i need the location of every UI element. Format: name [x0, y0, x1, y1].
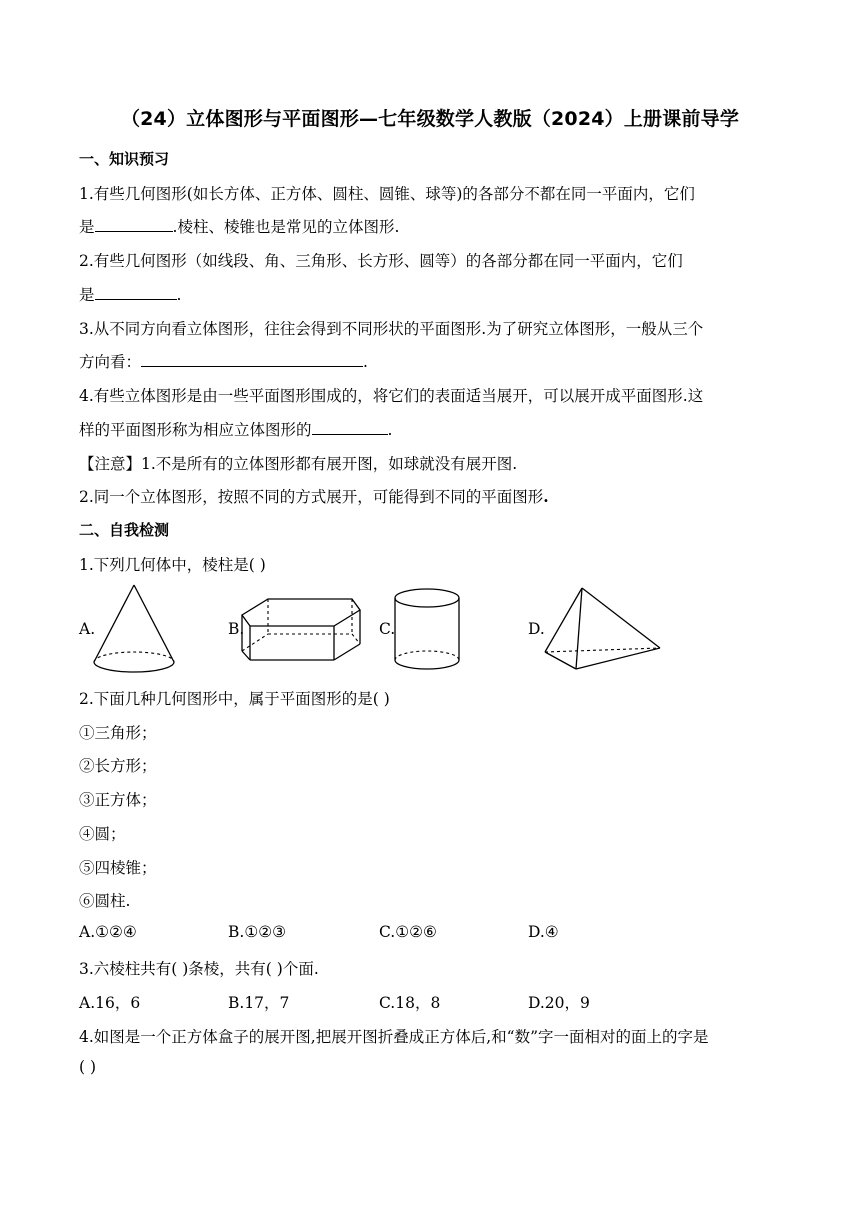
q2-item-3: ③正方体； — [79, 791, 157, 809]
item4-line2 — [79, 418, 392, 440]
item4-line1: 4.有些立体图形是由一些平面图形围成的，将它们的表面适当展开，可以展开成平面图形.这 — [79, 387, 704, 405]
item1-line2 — [79, 215, 399, 237]
hexagonal-prism-icon — [238, 594, 366, 664]
answer-blank-4[interactable] — [312, 419, 388, 435]
q3-stem: 3.六棱柱共有( )条棱，共有( )个面. — [79, 960, 319, 978]
q2-item-1: ①三角形； — [79, 724, 157, 742]
item1-suffix: .棱柱、棱锥也是常见的立体图形. — [172, 218, 400, 236]
item3-prefix: 方向看： — [79, 353, 142, 371]
q2-option-c[interactable]: C.①②⑥ — [379, 923, 437, 941]
q3-option-a[interactable]: A.16，6 — [79, 994, 141, 1012]
q3-option-d[interactable]: D.20，9 — [528, 994, 590, 1012]
note-line2-text: 2.同一个立体图形，按照不同的方式展开，可能得到不同的平面图形 — [79, 488, 544, 506]
item3-line1: 3.从不同方向看立体图形，往往会得到不同形状的平面图形.为了研究立体图形，一般从三个 — [79, 320, 704, 338]
note-line2-period: . — [543, 487, 549, 506]
q1-option-c[interactable]: C. — [379, 620, 396, 638]
item2-prefix: 是 — [79, 286, 95, 304]
q4-answer-paren: ( ) — [79, 1058, 97, 1076]
q2-item-5: ⑤四棱锥； — [79, 859, 157, 877]
section-heading-selftest: 二、自我检测 — [79, 521, 170, 539]
answer-blank-1[interactable] — [95, 216, 173, 232]
item2-line1: 2.有些几何图形（如线段、角、三角形、长方形、圆等）的各部分都在同一平面内，它们 — [79, 252, 683, 270]
q2-option-a[interactable]: A.①②④ — [79, 923, 137, 941]
cylinder-icon — [392, 586, 464, 674]
q2-item-6: ⑥圆柱. — [79, 892, 131, 910]
triangular-pyramid-icon — [542, 584, 664, 672]
answer-blank-3[interactable] — [141, 351, 363, 367]
answer-blank-2[interactable] — [95, 284, 177, 300]
q4-stem: 4.如图是一个正方体盒子的展开图,把展开图折叠成正方体后,和“数”字一面相对的面上的字是 — [79, 1028, 709, 1046]
item1-prefix: 是 — [79, 218, 95, 236]
item4-suffix: . — [387, 421, 393, 439]
q1-stem: 1.下列几何体中，棱柱是( ) — [79, 556, 266, 574]
q2-option-d[interactable]: D.④ — [528, 923, 559, 941]
q2-item-4: ④圆； — [79, 825, 126, 843]
item1-line1: 1.有些几何图形(如长方体、正方体、圆柱、圆锥、球等)的各部分不都在同一平面内，它们 — [79, 185, 695, 203]
q2-stem: 2.下面几种几何图形中，属于平面图形的是( ) — [79, 690, 390, 708]
section-heading-preview: 一、知识预习 — [79, 150, 170, 168]
q3-option-c[interactable]: C.18，8 — [379, 994, 441, 1012]
item4-prefix: 样的平面图形称为相应立体图形的 — [79, 421, 312, 439]
q3-option-b[interactable]: B.17，7 — [228, 994, 290, 1012]
q1-option-d[interactable]: D. — [528, 620, 545, 638]
q2-option-b[interactable]: B.①②③ — [228, 923, 287, 941]
item2-suffix: . — [176, 286, 182, 304]
item3-suffix: . — [363, 353, 368, 371]
item2-line2 — [79, 283, 181, 305]
note-line1: 【注意】1.不是所有的立体图形都有展开图，如球就没有展开图. — [79, 455, 518, 473]
cone-icon — [90, 582, 180, 676]
q2-item-2: ②长方形； — [79, 757, 157, 775]
q1-option-a[interactable]: A. — [79, 620, 96, 638]
page-title: （24）立体图形与平面图形—七年级数学人教版（2024）上册课前导学 — [120, 108, 740, 130]
q1-option-b[interactable]: B. — [228, 620, 245, 638]
item3-line2 — [79, 350, 368, 372]
note-line2 — [79, 485, 549, 507]
